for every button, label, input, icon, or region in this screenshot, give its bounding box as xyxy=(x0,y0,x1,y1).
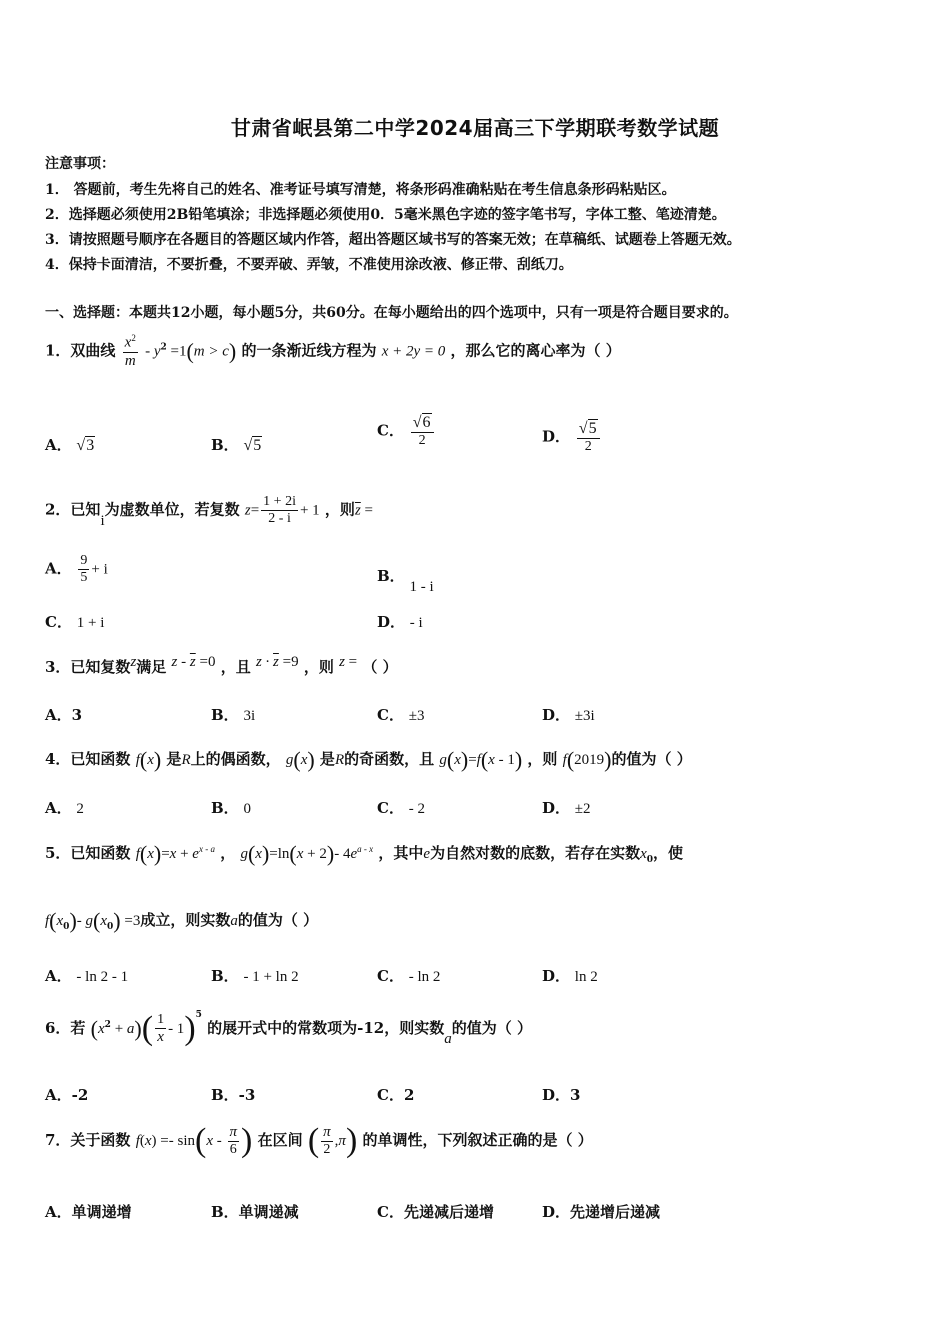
q1-option-d[interactable]: D． $\frac{√5}{2}$ xyxy=(542,420,602,455)
q6-option-d[interactable]: D．3 xyxy=(542,1086,581,1104)
q6-option-a[interactable]: A．-2 xyxy=(45,1086,89,1104)
q2-option-d[interactable]: D． - i xyxy=(377,613,423,631)
notes-heading: 注意事项： xyxy=(45,156,115,172)
q4-option-d[interactable]: D． ±2 xyxy=(542,799,591,817)
q3-option-a[interactable]: A．3 xyxy=(45,706,83,724)
q5-option-c[interactable]: C． - ln 2 xyxy=(377,967,441,985)
q3-option-b[interactable]: B． 3i xyxy=(211,706,256,724)
q5-option-b[interactable]: B． - 1 + ln 2 xyxy=(211,967,299,985)
note-item: 1． 答题前，考生先将自己的姓名、准考证号填写清楚，将条形码准确粘贴在考生信息条形码粘贴区。 xyxy=(45,182,676,198)
q7-option-b[interactable]: B．单调递减 xyxy=(211,1203,299,1221)
section-heading: 一、选择题：本题共12小题，每小题5分，共60分。在每小题给出的四个选项中，只有一项是符合题目要求的。 xyxy=(45,305,738,321)
q5-option-d[interactable]: D． ln 2 xyxy=(542,967,598,985)
page-title: 甘肃省岷县第二中学2024届高三下学期联考数学试题 xyxy=(230,116,720,140)
q1-option-a[interactable]: A． √3 xyxy=(45,436,95,454)
note-item: 2．选择题必须使用2B铅笔填涂；非选择题必须使用0．5毫米黑色字迹的签字笔书写，字体工整、笔迹清楚。 xyxy=(45,207,726,223)
question-4: 4．已知函数 f(x) 是R上的偶函数， g(x) 是R的奇函数，且 g(x)=f(x - 1) ，则 f(2019)的值为（ ） xyxy=(45,747,692,772)
q2-option-c[interactable]: C． 1 + i xyxy=(45,613,105,631)
q6-option-c[interactable]: C．2 xyxy=(377,1086,415,1104)
q3-option-c[interactable]: C． ±3 xyxy=(377,706,425,724)
q1-lead: 1．双曲线 xyxy=(45,341,116,360)
q3-option-d[interactable]: D． ±3i xyxy=(542,706,595,724)
q2-option-b[interactable]: B． 1 - i xyxy=(377,567,434,595)
q4-option-b[interactable]: B． 0 xyxy=(211,799,251,817)
question-2: 2．已知i为虚数单位，若复数 z= $\frac{1 + 2i}{2 - i}$ + 1 ，则$\overline{z}$ = xyxy=(45,494,373,529)
question-5: 5．已知函数 $f(x)=x + e^{x - a}$ ， g(x)=ln(x + 2)- $4e^{a - x}$ ，其中e为自然对数的底数，若存在实数$x_0$，使 xyxy=(45,841,684,866)
q7-option-a[interactable]: A．单调递增 xyxy=(45,1203,132,1221)
question-5-line2: $f(x_0)-$ $g(x_0) =3$成立，则实数a的值为（ ） xyxy=(45,908,319,933)
note-item: 3．请按照题号顺序在各题目的答题区域内作答，超出答题区域书写的答案无效；在草稿纸、试题卷上答题无效。 xyxy=(45,232,741,248)
question-3: 3．已知复数z满足 $z - \overline{z} =0$ ，且 $z \cdot \overline{z} =9$ ，则 z = （ ） xyxy=(45,654,398,676)
formula-frac: $\frac{x^2}{m}$ xyxy=(124,333,136,369)
q7-option-c[interactable]: C．先递减后递增 xyxy=(377,1203,494,1221)
q1-equation: x + 2y = 0 xyxy=(381,343,446,360)
q6-option-b[interactable]: B．-3 xyxy=(211,1086,256,1104)
q5-option-a[interactable]: A． - ln 2 - 1 xyxy=(45,967,129,985)
note-item: 4．保持卡面清洁，不要折叠，不要弄破、弄皱，不准使用涂改液、修正带、刮纸刀。 xyxy=(45,257,573,273)
q7-option-d[interactable]: D．先递增后递减 xyxy=(542,1203,661,1221)
question-1: 1．双曲线 $\frac{x^2}{m}$ - $y^2 =1(m > c)$ 的一条渐近线方程为 x + 2y = 0 ，那么它的离心率为（ ） xyxy=(45,333,621,369)
q1-option-c[interactable]: C． $\frac{√6}{2}$ xyxy=(377,414,436,449)
q1-option-b[interactable]: B． √5 xyxy=(211,436,262,454)
question-6: 6．若 $(x^2 + a)$( $\frac{1}{x}$ - 1)$^5$ 的展开式中的常数项为-12，则实数a的值为（ ） xyxy=(45,1010,532,1047)
q4-option-c[interactable]: C． - 2 xyxy=(377,799,425,817)
q4-option-a[interactable]: A． 2 xyxy=(45,799,84,817)
q2-option-a[interactable]: A． $\frac{9}{5}$ + i xyxy=(45,553,108,586)
question-7: 7．关于函数 f(x) =- sin(x - $\frac{\pi}{6}$ ) 在区间 ( $\frac{\pi}{2}$ ,π) 的单调性，下列叙述正确的是（ ） xyxy=(45,1122,593,1159)
